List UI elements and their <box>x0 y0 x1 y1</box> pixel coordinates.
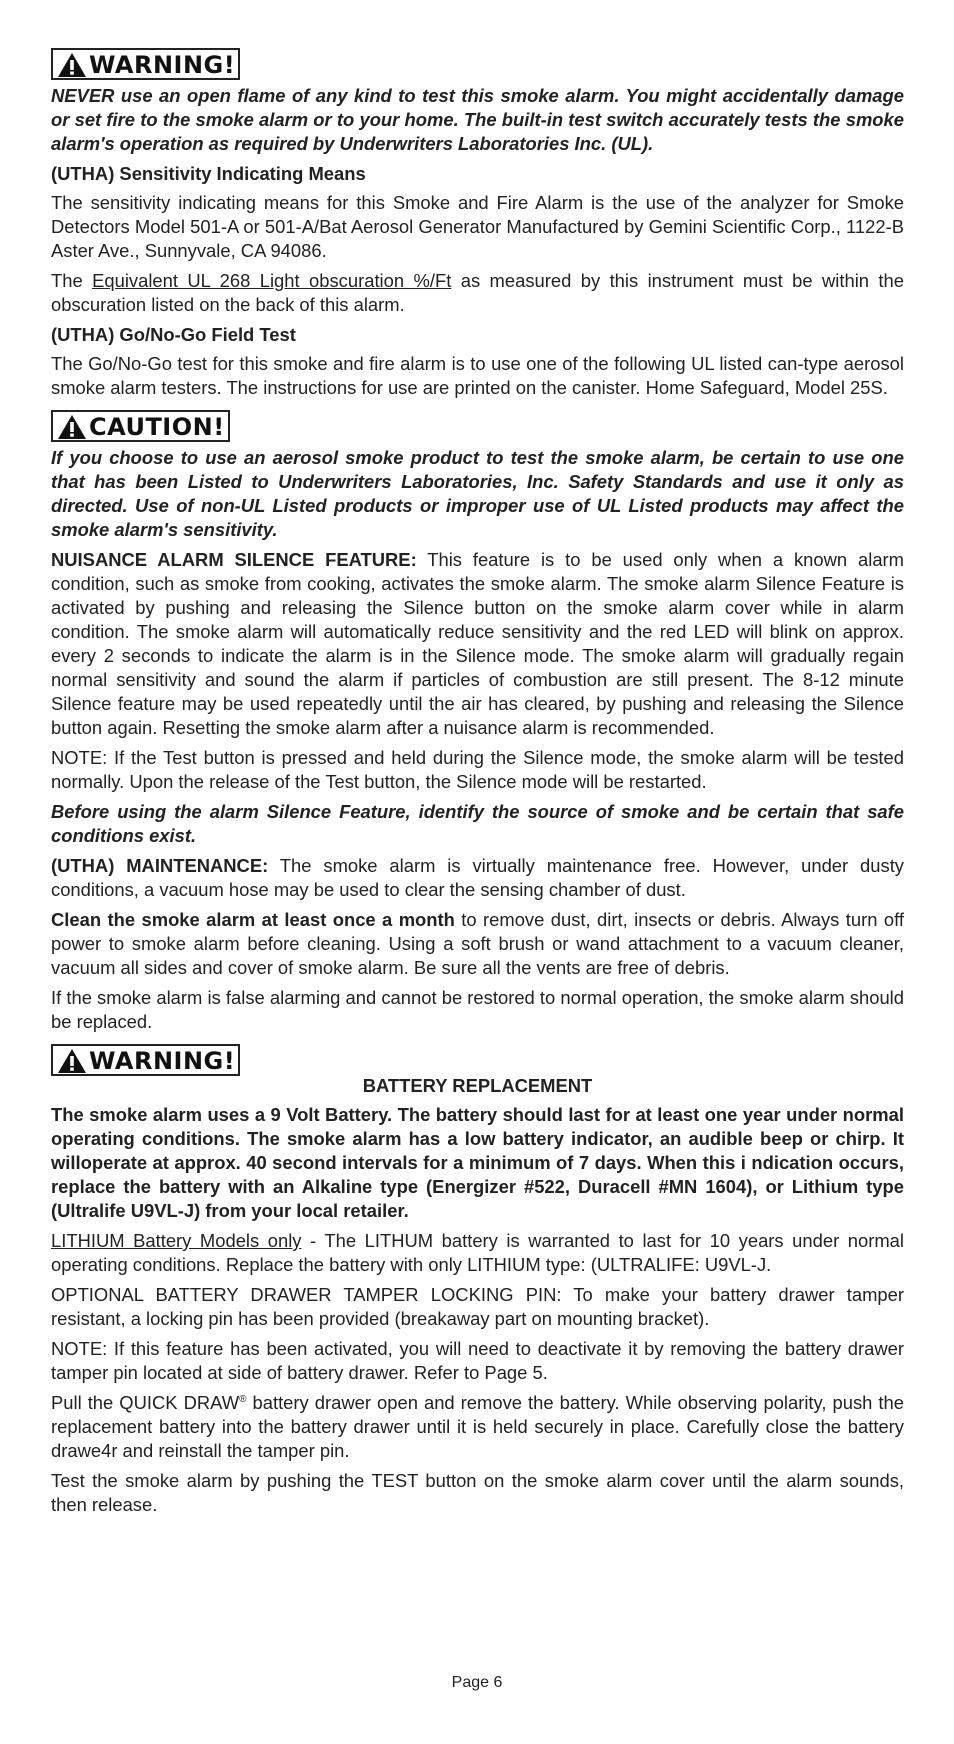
pull-drawer-paragraph <box>51 1391 904 1463</box>
caution-badge <box>51 410 230 442</box>
cleaning-text: to remove dust, dirt, insects or debris. Always turn off power to smoke alarm before cleaning. Using a soft brush or wand attachment to a vacuum cleaner, vacuum all sides and cover of smoke alarm. Be sure all the vents are free of debris. <box>51 909 904 978</box>
silence-note: NOTE: If the Test button is pressed and held during the Silence mode, the smoke alarm will be tested normally. Upon the release of the Test button, the Silence mode will be restarted. <box>51 747 904 792</box>
battery-replacement-heading: BATTERY REPLACEMENT <box>362 1075 593 1096</box>
silence-paragraph <box>51 548 904 740</box>
gonogo-heading: (UTHA) Go/No-Go Field Test <box>51 324 296 345</box>
silence-before: Before using the alarm Silence Feature, identify the source of smoke and be certain that safe conditions exist. <box>51 801 904 846</box>
warning-badge-label: WARNING! <box>89 50 236 79</box>
obscuration-paragraph <box>51 269 904 317</box>
cleaning-paragraph <box>51 908 904 980</box>
warning-text: NEVER use an open flame of any kind to test this smoke alarm. You might accidentally damage or set fire to the smoke alarm or to your home. The built-in test switch accurately tests the smoke alarm's operation as required by Underwriters Laboratories Inc. (UL). <box>51 85 904 154</box>
maintenance-text: The smoke alarm is virtually maintenance free. However, under dusty conditions, a vacuum hose may be used to clear the sensing chamber of dust. <box>51 855 904 900</box>
caution-text: If you choose to use an aerosol smoke product to test the smoke alarm, be certain to use one that has been Listed to Underwriters Laboratories, Inc. Safety Standards and use it only as directed. Use of non-UL Listed products or improper use of UL Listed products may affect the smoke alarm's sensitivity. <box>51 447 904 540</box>
caution-triangle-icon <box>57 414 87 440</box>
registered-mark: ® <box>239 1393 247 1405</box>
pull-suffix: battery drawer open and remove the battery. While observing polarity, push the replacement battery into the battery drawer until it is held securely in place. Carefully close the battery drawe4r and reinstall the tamper pin. <box>51 1392 904 1461</box>
warning-triangle-icon <box>57 1048 87 1074</box>
sensitivity-heading: (UTHA) Sensitivity Indicating Means <box>51 163 366 184</box>
obscuration-prefix: The <box>51 270 93 291</box>
maintenance-paragraph <box>51 854 904 902</box>
pull-prefix: Pull the QUICK DRAW <box>51 1392 240 1413</box>
tamper-pin-paragraph: OPTIONAL BATTERY DRAWER TAMPER LOCKING PIN: To make your battery drawer tamper resistant, a locking pin has been provided (breakaway part on mounting bracket). <box>51 1284 904 1329</box>
maintenance-label: (UTHA) MAINTENANCE: <box>51 855 269 876</box>
sensitivity-paragraph: The sensitivity indicating means for this Smoke and Fire Alarm is the use of the analyzer for Smoke Detectors Model 501-A or 501-A/Bat Aerosol Generator Manufactured by Gemini Scientific Corp., 1122-B Aster Ave., Sunnyvale, CA 94086. <box>51 192 904 261</box>
lithium-paragraph <box>51 1229 904 1277</box>
test-paragraph: Test the smoke alarm by pushing the TEST button on the smoke alarm cover until the alarm sounds, then release. <box>51 1470 904 1515</box>
warning-badge-2 <box>51 1044 240 1076</box>
warning-triangle-icon <box>57 52 87 78</box>
lithium-label: LITHIUM Battery Models only <box>51 1230 302 1251</box>
silence-label: NUISANCE ALARM SILENCE FEATURE: <box>51 549 417 570</box>
silence-text: This feature is to be used only when a known alarm condition, such as smoke from cooking, activates the smoke alarm. The smoke alarm Silence Feature is activated by pushing and releasing the Silence button on the smoke alarm cover while in alarm condition. The smoke alarm will automatically reduce sensitivity and the red LED will blink on approx. every 2 seconds to indicate the alarm is in the Silence mode. The smoke alarm will gradually regain normal sensitivity and sound the alarm if particles of combustion are still present. The 8-12 minute Silence feature may be used repeatedly until the air has cleared, by pushing and releasing the Silence button again. Resetting the smoke alarm after a nuisance alarm is recommended. <box>51 549 904 738</box>
page-number: Page 6 <box>451 1674 503 1691</box>
manual-page <box>51 48 904 1523</box>
cleaning-label: Clean the smoke alarm at least once a month <box>51 909 455 930</box>
battery-warning-text: The smoke alarm uses a 9 Volt Battery. The battery should last for at least one year under normal operating conditions. The smoke alarm has a low battery indicator, an audible beep or chirp. It willoperate at approx. 40 second intervals for a minimum of 7 days. When this i ndication occurs, replace the battery with an Alkaline type (Energizer #522, Duracell #MN 1604), or Lithium type (Ultralife U9VL-J) from your local retailer. <box>51 1104 904 1221</box>
warning-badge-2-label: WARNING! <box>89 1046 236 1075</box>
false-alarm-paragraph: If the smoke alarm is false alarming and cannot be restored to normal operation, the smoke alarm should be replaced. <box>51 987 904 1032</box>
warning-badge <box>51 48 240 80</box>
tamper-note-paragraph: NOTE: If this feature has been activated, you will need to deactivate it by removing the battery drawer tamper pin located at side of battery drawer. Refer to Page 5. <box>51 1338 904 1383</box>
obscuration-suffix: as measured by this instrument must be within the obscuration listed on the back of this alarm. <box>51 270 904 315</box>
caution-badge-label: CAUTION! <box>89 412 225 441</box>
gonogo-paragraph: The Go/No-Go test for this smoke and fire alarm is to use one of the following UL listed can-type aerosol smoke alarm testers. The instructions for use are printed on the canister. Home Safeguard, Model 25S. <box>51 353 904 398</box>
obscuration-term: Equivalent UL 268 Light obscuration %/Ft <box>92 270 452 291</box>
lithium-text: - The LITHUM battery is warranted to last for 10 years under normal operating conditions. Replace the battery with only LITHIUM type: (ULTRALIFE: U9VL-J. <box>51 1230 904 1275</box>
